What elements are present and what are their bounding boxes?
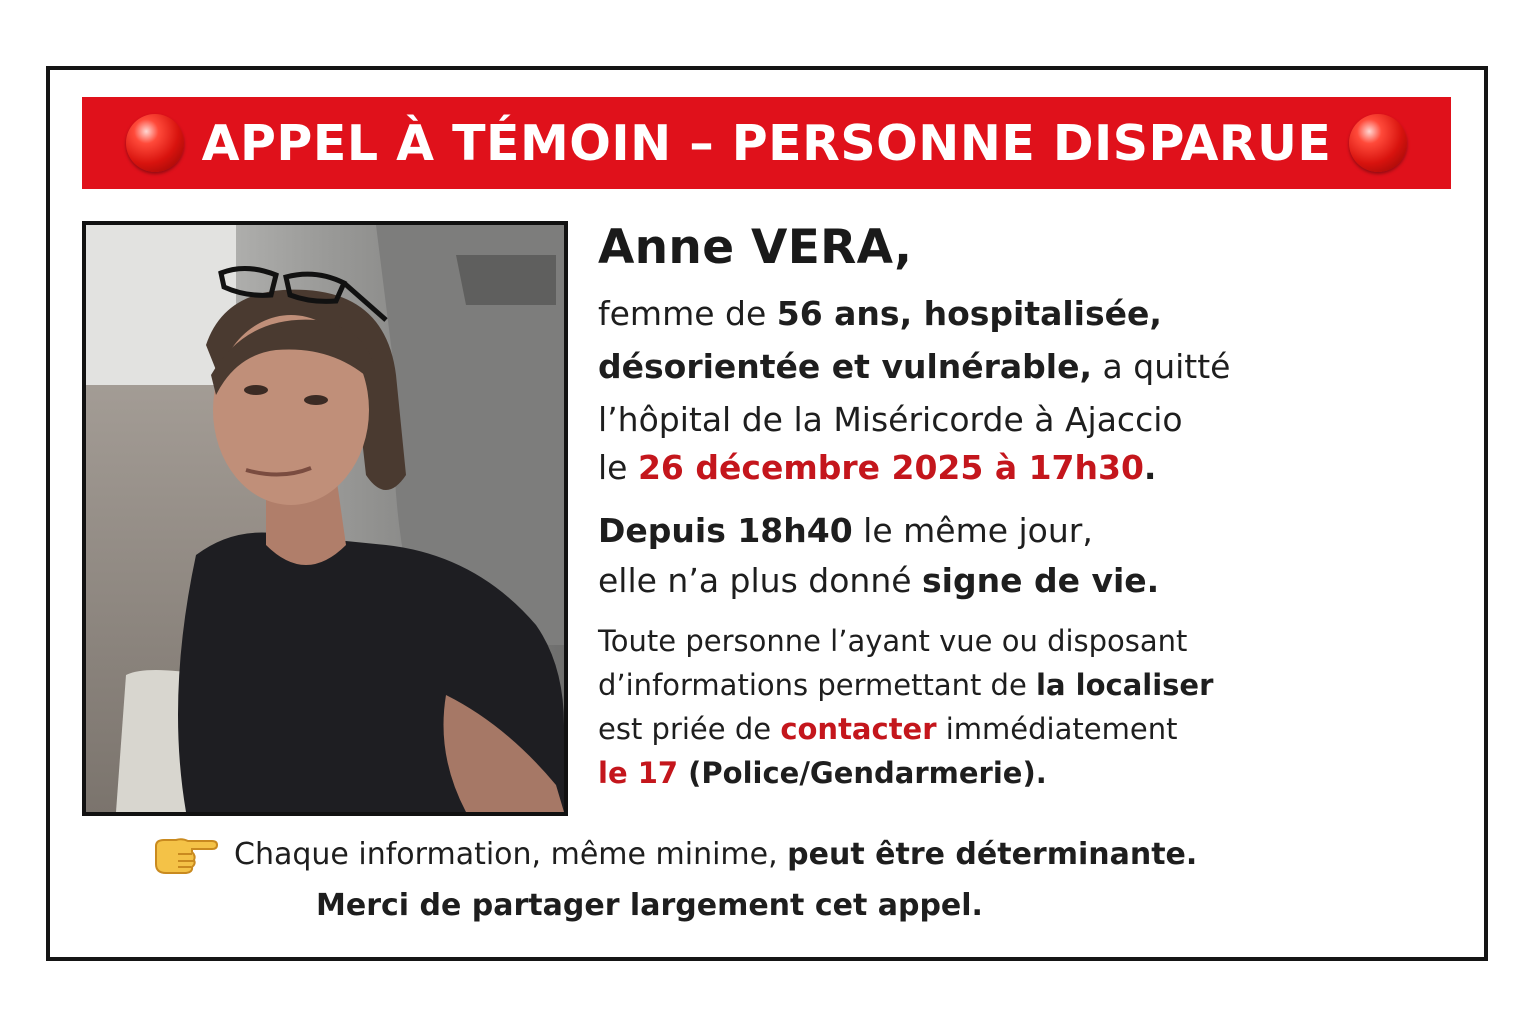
detail-line-since xyxy=(598,505,1093,557)
person-name: Anne VERA, xyxy=(598,220,913,275)
no-sign-of-life: signe de vie. xyxy=(922,561,1160,600)
police-label: (Police/Gendarmerie). xyxy=(678,756,1047,790)
appeal-text: d’informations permettant de xyxy=(598,668,1037,702)
detail-line-condition xyxy=(598,341,1230,393)
detail-line-date xyxy=(598,442,1156,494)
photo-illustration xyxy=(86,225,564,812)
detail-line-age xyxy=(598,288,1162,340)
detail-text: le xyxy=(598,448,638,487)
notice-text xyxy=(598,216,1318,790)
footer-text-part: Chaque information, même minime, xyxy=(234,836,788,872)
missing-person-photo xyxy=(82,221,568,816)
detail-condition: désorientée et vulnérable, xyxy=(598,347,1093,386)
footer-line-2: Merci de partager largement cet appel. xyxy=(316,888,983,923)
appeal-line-4 xyxy=(598,751,1047,795)
disappearance-date: 26 décembre 2025 à 17h30 xyxy=(637,448,1144,487)
red-circle-icon xyxy=(126,114,184,172)
footer-line-1 xyxy=(152,832,1197,876)
since-time: Depuis 18h40 xyxy=(598,511,853,550)
detail-text: . xyxy=(1143,448,1157,487)
appeal-line-3 xyxy=(598,707,1177,751)
detail-text: le même jour, xyxy=(852,511,1093,550)
red-circle-icon xyxy=(1349,114,1407,172)
detail-text: elle n’a plus donné xyxy=(598,561,923,600)
appeal-text: immédiatement xyxy=(936,712,1178,746)
detail-text: femme de xyxy=(598,294,777,333)
appeal-text: est priée de xyxy=(598,712,781,746)
appeal-line-1: Toute personne l’ayant vue ou disposant xyxy=(598,624,1188,658)
emergency-number: le 17 xyxy=(598,756,679,790)
pointing-hand-icon xyxy=(152,832,218,876)
detail-line-hospital: l’hôpital de la Miséricorde à Ajaccio xyxy=(598,400,1183,439)
appeal-locate: la localiser xyxy=(1036,668,1214,702)
detail-line-no-sign xyxy=(598,555,1159,607)
footer-emphasis: peut être déterminante. xyxy=(787,836,1198,872)
banner-title: APPEL À TÉMOIN – PERSONNE DISPARUE xyxy=(201,114,1332,172)
footer-text xyxy=(234,837,1197,872)
header-banner xyxy=(82,97,1451,189)
detail-text: a quitté xyxy=(1092,347,1231,386)
appeal-contact: contacter xyxy=(780,712,937,746)
detail-age: 56 ans, hospitalisée, xyxy=(776,294,1162,333)
appeal-line-2 xyxy=(598,663,1213,707)
